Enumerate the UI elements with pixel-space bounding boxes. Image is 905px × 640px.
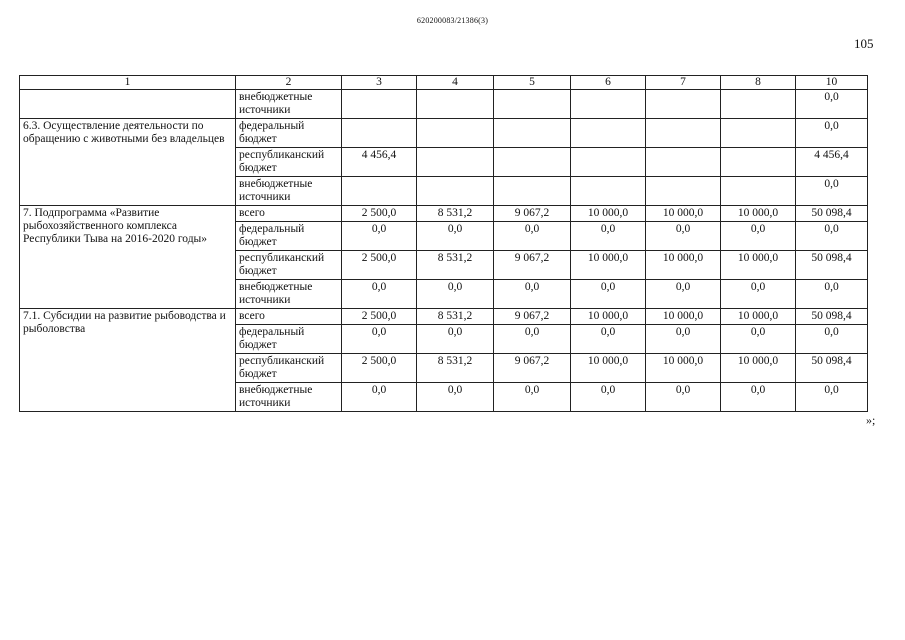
value-cell: 0,0	[646, 325, 721, 354]
page-number: 105	[854, 36, 874, 51]
column-header: 3	[342, 76, 417, 90]
value-cell	[721, 148, 796, 177]
funding-source-cell: всего	[236, 309, 342, 325]
funding-source-cell: республиканский бюджет	[236, 148, 342, 177]
table-row	[20, 90, 868, 119]
total-cell: 4 456,4	[796, 148, 868, 177]
funding-source-cell: республиканский бюджет	[236, 354, 342, 383]
total-cell: 0,0	[796, 119, 868, 148]
value-cell: 0,0	[646, 222, 721, 251]
value-cell	[646, 177, 721, 206]
total-cell: 50 098,4	[796, 206, 868, 222]
value-cell: 0,0	[721, 383, 796, 412]
total-cell: 50 098,4	[796, 309, 868, 325]
value-cell: 2 500,0	[342, 206, 417, 222]
value-cell: 0,0	[417, 222, 494, 251]
column-header: 1	[20, 76, 236, 90]
funding-source-cell: внебюджетные источники	[236, 280, 342, 309]
total-cell: 50 098,4	[796, 354, 868, 383]
funding-source-cell: внебюджетные источники	[236, 383, 342, 412]
funding-source-cell: федеральный бюджет	[236, 119, 342, 148]
value-cell	[571, 119, 646, 148]
funding-source-cell: всего	[236, 206, 342, 222]
total-cell: 0,0	[796, 222, 868, 251]
value-cell: 9 067,2	[494, 309, 571, 325]
value-cell: 0,0	[646, 280, 721, 309]
column-header: 4	[417, 76, 494, 90]
value-cell: 2 500,0	[342, 309, 417, 325]
value-cell: 0,0	[342, 325, 417, 354]
funding-source-cell: внебюджетные источники	[236, 177, 342, 206]
value-cell: 10 000,0	[646, 251, 721, 280]
value-cell	[342, 90, 417, 119]
value-cell: 0,0	[417, 383, 494, 412]
value-cell: 0,0	[721, 325, 796, 354]
value-cell: 9 067,2	[494, 354, 571, 383]
total-cell: 0,0	[796, 325, 868, 354]
value-cell: 4 456,4	[342, 148, 417, 177]
total-cell: 50 098,4	[796, 251, 868, 280]
table-row	[20, 309, 868, 325]
value-cell	[646, 119, 721, 148]
value-cell: 0,0	[494, 280, 571, 309]
value-cell: 0,0	[721, 222, 796, 251]
funding-source-cell: республиканский бюджет	[236, 251, 342, 280]
funding-source-cell: федеральный бюджет	[236, 222, 342, 251]
value-cell	[571, 177, 646, 206]
total-cell: 0,0	[796, 177, 868, 206]
value-cell: 10 000,0	[721, 206, 796, 222]
value-cell	[721, 90, 796, 119]
value-cell: 0,0	[494, 325, 571, 354]
value-cell	[721, 177, 796, 206]
value-cell: 10 000,0	[721, 354, 796, 383]
value-cell: 0,0	[417, 280, 494, 309]
table-row	[20, 119, 868, 148]
column-header: 8	[721, 76, 796, 90]
value-cell: 10 000,0	[571, 206, 646, 222]
document-code: 620200083/21386(3)	[416, 16, 489, 25]
program-name-cell: 7.1. Субсидии на развитие рыбоводства и рыболовства	[20, 309, 236, 412]
total-cell: 0,0	[796, 90, 868, 119]
value-cell	[342, 119, 417, 148]
value-cell: 10 000,0	[571, 309, 646, 325]
value-cell	[417, 148, 494, 177]
value-cell	[417, 119, 494, 148]
value-cell: 2 500,0	[342, 251, 417, 280]
value-cell: 0,0	[571, 222, 646, 251]
value-cell: 10 000,0	[646, 309, 721, 325]
value-cell: 8 531,2	[417, 251, 494, 280]
value-cell: 10 000,0	[646, 206, 721, 222]
closing-quote-mark: »;	[866, 413, 876, 427]
header-row	[20, 76, 868, 90]
value-cell	[494, 119, 571, 148]
value-cell: 10 000,0	[571, 354, 646, 383]
program-name-cell	[20, 90, 236, 119]
value-cell	[646, 148, 721, 177]
value-cell: 0,0	[646, 383, 721, 412]
budget-table	[19, 75, 868, 412]
column-header: 7	[646, 76, 721, 90]
total-cell: 0,0	[796, 280, 868, 309]
value-cell	[571, 148, 646, 177]
value-cell: 0,0	[494, 222, 571, 251]
value-cell: 8 531,2	[417, 206, 494, 222]
table-row	[20, 206, 868, 222]
program-name-cell: 7. Подпрограмма «Развитие рыбохозяйственного комплекса Республики Тыва на 2016-2020 годы»	[20, 206, 236, 309]
column-header: 5	[494, 76, 571, 90]
value-cell: 10 000,0	[721, 251, 796, 280]
value-cell: 0,0	[342, 222, 417, 251]
value-cell: 0,0	[342, 280, 417, 309]
value-cell: 0,0	[571, 280, 646, 309]
value-cell	[494, 177, 571, 206]
value-cell	[571, 90, 646, 119]
column-header: 10	[796, 76, 868, 90]
funding-source-cell: федеральный бюджет	[236, 325, 342, 354]
value-cell: 8 531,2	[417, 309, 494, 325]
value-cell	[646, 90, 721, 119]
value-cell: 10 000,0	[721, 309, 796, 325]
value-cell: 2 500,0	[342, 354, 417, 383]
column-header: 2	[236, 76, 342, 90]
value-cell	[721, 119, 796, 148]
value-cell: 0,0	[494, 383, 571, 412]
value-cell: 0,0	[571, 383, 646, 412]
value-cell	[494, 90, 571, 119]
value-cell: 9 067,2	[494, 206, 571, 222]
value-cell: 0,0	[342, 383, 417, 412]
value-cell: 10 000,0	[646, 354, 721, 383]
value-cell	[342, 177, 417, 206]
funding-source-cell: внебюджетные источники	[236, 90, 342, 119]
value-cell: 0,0	[721, 280, 796, 309]
value-cell: 8 531,2	[417, 354, 494, 383]
value-cell	[417, 90, 494, 119]
program-name-cell: 6.3. Осуществление деятельности по обращению с животными без владельцев	[20, 119, 236, 206]
value-cell: 10 000,0	[571, 251, 646, 280]
value-cell: 9 067,2	[494, 251, 571, 280]
column-header: 6	[571, 76, 646, 90]
value-cell	[494, 148, 571, 177]
value-cell: 0,0	[571, 325, 646, 354]
value-cell	[417, 177, 494, 206]
value-cell: 0,0	[417, 325, 494, 354]
total-cell: 0,0	[796, 383, 868, 412]
